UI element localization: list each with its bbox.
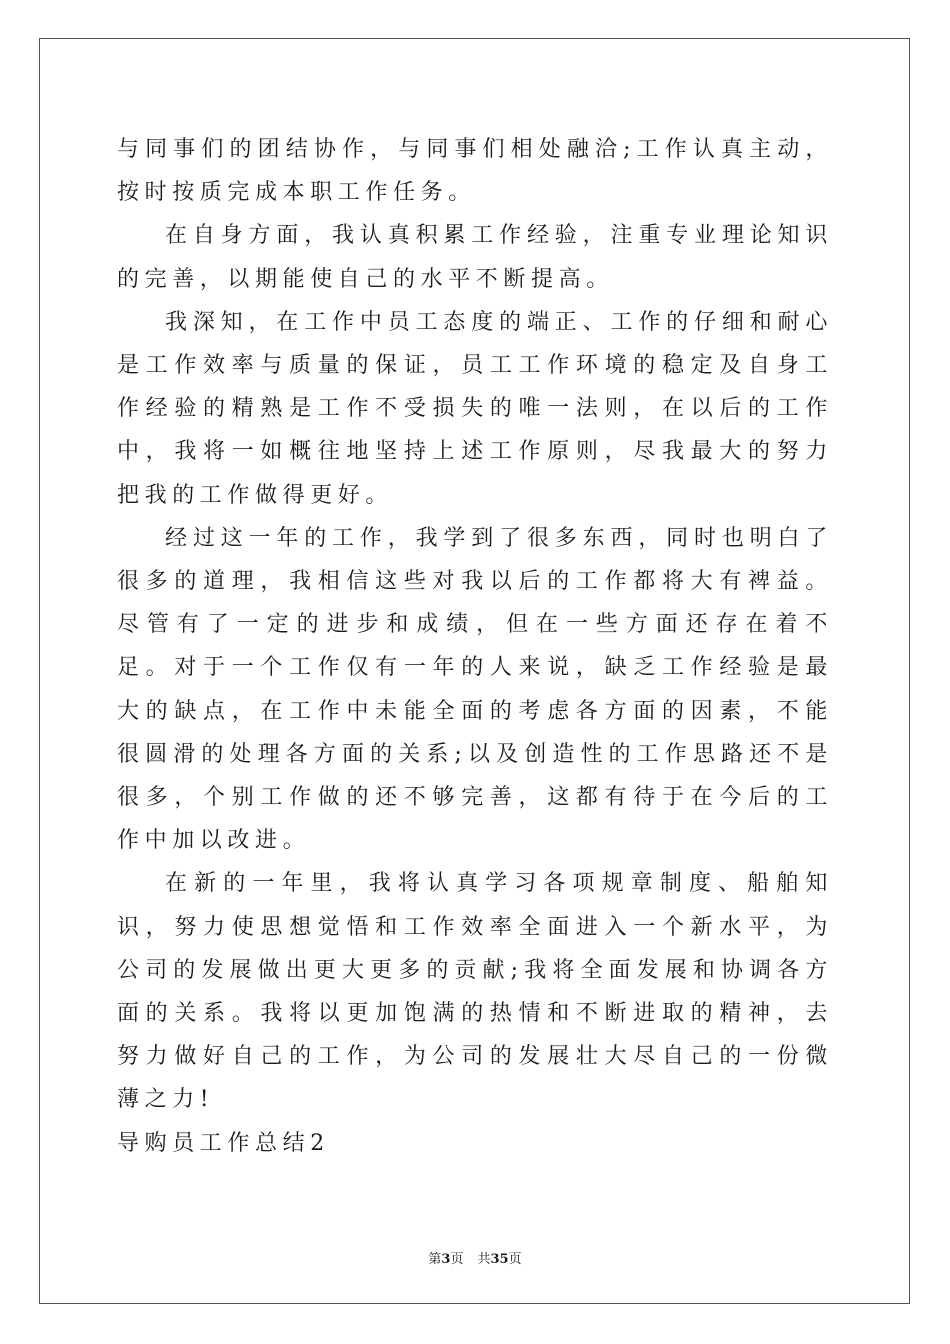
document-body: [117, 128, 833, 1165]
paragraph-5: 在新的一年里，我将认真学习各项规章制度、船舶知识，努力使思想觉悟和工作效率全面进入一个新水平，为公司的发展做出更大更多的贡献;我将全面发展和协调各方面的关系。我将以更加饱满的热情和不断进取的精神，去努力做好自己的工作，为公司的发展壮大尽自己的一份微薄之力!: [117, 871, 833, 1113]
total-suffix: 页: [508, 1252, 522, 1267]
paragraph-4: 经过这一年的工作，我学到了很多东西，同时也明白了很多的道理，我相信这些对我以后的工作都将大有裨益。尽管有了一定的进步和成绩，但在一些方面还存在着不足。对于一个工作仅有一年的人来说，缺乏工作经验是最大的缺点，在工作中未能全面的考虑各方面的因素，不能很圆滑的处理各方面的关系;以及创造性的工作思路还不是很多，个别工作做的还不够完善，这都有待于在今后的工作中加以改进。: [117, 525, 833, 854]
paragraph-3: 我深知，在工作中员工态度的端正、工作的仔细和耐心是工作效率与质量的保证，员工工作环境的稳定及自身工作经验的精熟是工作不受损失的唯一法则，在以后的工作中，我将一如概往地坚持上述工作原则，尽我最大的努力把我的工作做得更好。: [117, 309, 833, 508]
section-heading: 导购员工作总结2: [117, 1130, 330, 1156]
page-prefix: 第: [428, 1252, 442, 1267]
paragraph-1: 与同事们的团结协作，与同事们相处融洽;工作认真主动，按时按质完成本职工作任务。: [117, 137, 833, 206]
current-page-number: 3: [441, 1252, 451, 1267]
paragraph-2: 在自身方面，我认真积累工作经验，注重专业理论知识的完善，以期能使自己的水平不断提高。: [117, 223, 833, 292]
total-prefix: 共: [477, 1252, 491, 1267]
page-footer: [0, 1248, 950, 1267]
total-pages-number: 35: [490, 1252, 509, 1267]
page-suffix: 页: [450, 1252, 464, 1267]
